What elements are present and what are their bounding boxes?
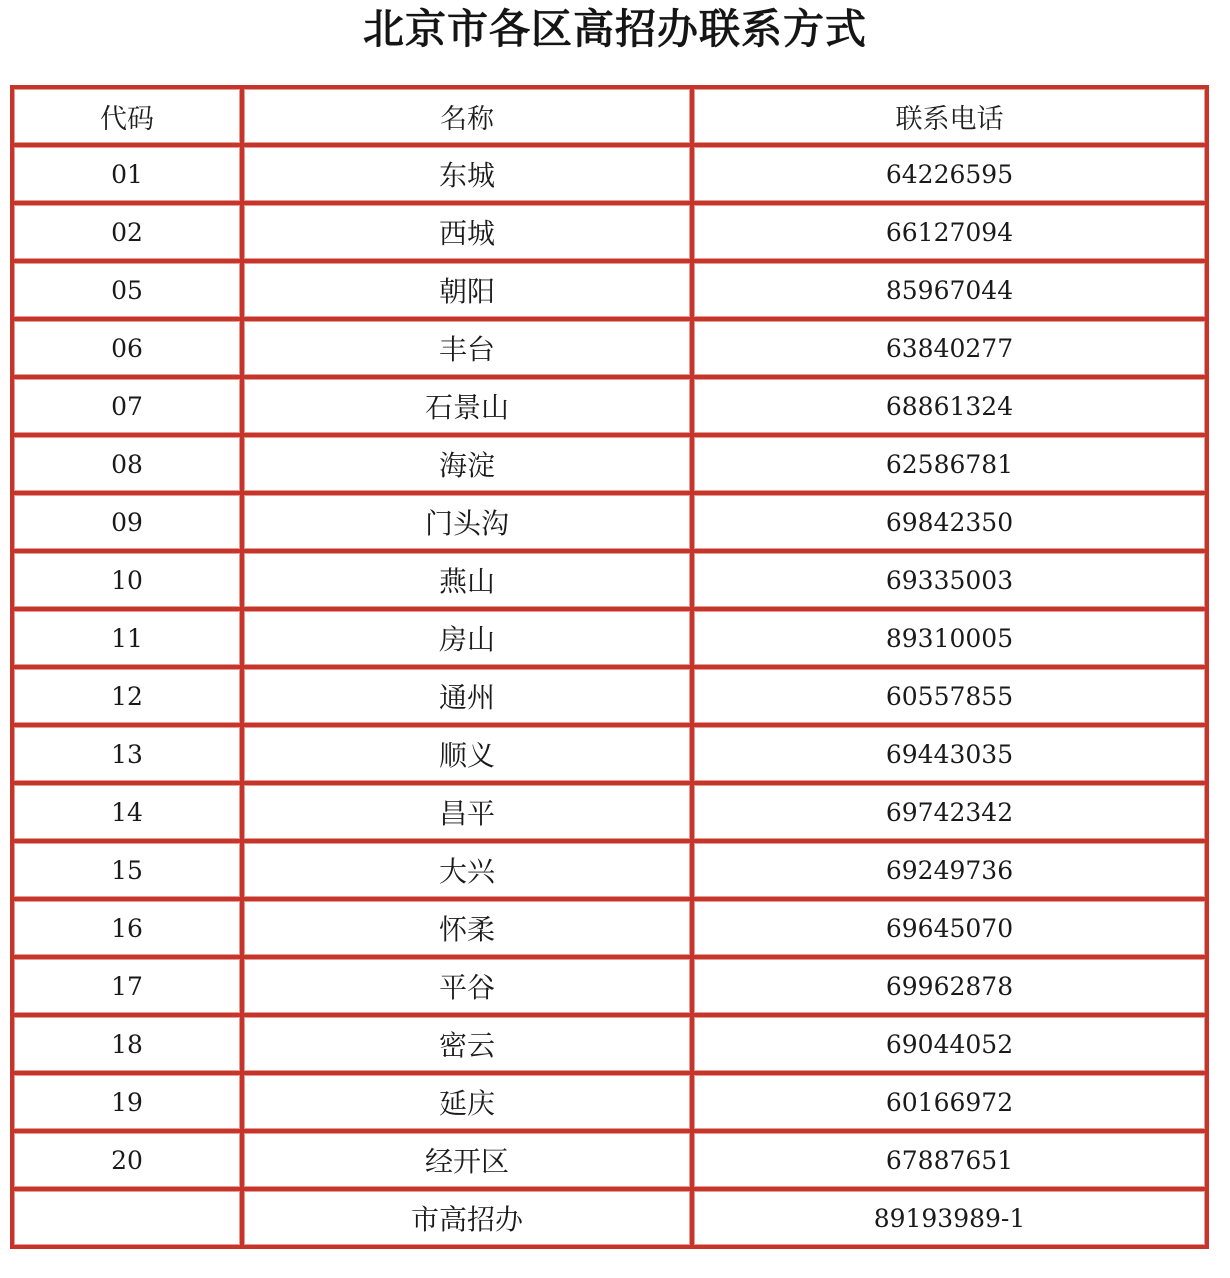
district-code-cell: 05	[12, 261, 242, 319]
district-name-cell: 密云	[242, 1015, 692, 1073]
district-code-cell: 18	[12, 1015, 242, 1073]
phone-number-cell: 89193989-1	[692, 1189, 1207, 1247]
district-name-cell: 丰台	[242, 319, 692, 377]
district-code-cell: 01	[12, 145, 242, 203]
district-name-cell: 燕山	[242, 551, 692, 609]
table-row	[12, 319, 1207, 377]
district-name-cell: 门头沟	[242, 493, 692, 551]
table-row	[12, 145, 1207, 203]
phone-number-cell: 85967044	[692, 261, 1207, 319]
table-row	[12, 435, 1207, 493]
table-row	[12, 841, 1207, 899]
district-name-cell: 怀柔	[242, 899, 692, 957]
phone-number-cell: 60557855	[692, 667, 1207, 725]
district-name-cell: 平谷	[242, 957, 692, 1015]
district-name-cell: 经开区	[242, 1131, 692, 1189]
phone-number-cell: 67887651	[692, 1131, 1207, 1189]
district-code-cell: 15	[12, 841, 242, 899]
district-name-cell: 市高招办	[242, 1189, 692, 1247]
district-name-cell: 海淀	[242, 435, 692, 493]
table-body	[12, 145, 1207, 1247]
district-code-cell: 20	[12, 1131, 242, 1189]
district-code-cell: 06	[12, 319, 242, 377]
table-row	[12, 899, 1207, 957]
page-title: 北京市各区高招办联系方式	[363, 5, 867, 53]
district-name-cell: 石景山	[242, 377, 692, 435]
district-code-cell: 08	[12, 435, 242, 493]
district-name-cell: 房山	[242, 609, 692, 667]
table-row	[12, 1015, 1207, 1073]
district-code-cell: 11	[12, 609, 242, 667]
table-header-row	[12, 87, 1207, 145]
district-name-cell: 朝阳	[242, 261, 692, 319]
phone-number-cell: 60166972	[692, 1073, 1207, 1131]
district-code-cell: 02	[12, 203, 242, 261]
table-row	[12, 1073, 1207, 1131]
district-code-cell: 14	[12, 783, 242, 841]
district-name-cell: 延庆	[242, 1073, 692, 1131]
phone-number-cell: 64226595	[692, 145, 1207, 203]
district-code-cell: 19	[12, 1073, 242, 1131]
table-row	[12, 377, 1207, 435]
table-row	[12, 1189, 1207, 1247]
phone-number-cell: 69645070	[692, 899, 1207, 957]
table-row	[12, 203, 1207, 261]
table-row	[12, 609, 1207, 667]
contact-table	[10, 85, 1209, 1249]
district-name-cell: 昌平	[242, 783, 692, 841]
district-name-cell: 大兴	[242, 841, 692, 899]
district-code-cell: 16	[12, 899, 242, 957]
header-phone: 联系电话	[692, 87, 1207, 145]
table-row	[12, 1131, 1207, 1189]
table-row	[12, 667, 1207, 725]
phone-number-cell: 69962878	[692, 957, 1207, 1015]
phone-number-cell: 66127094	[692, 203, 1207, 261]
phone-number-cell: 69842350	[692, 493, 1207, 551]
district-code-cell: 13	[12, 725, 242, 783]
table-row	[12, 783, 1207, 841]
district-code-cell: 07	[12, 377, 242, 435]
district-code-cell: 12	[12, 667, 242, 725]
district-name-cell: 通州	[242, 667, 692, 725]
district-code-cell: 09	[12, 493, 242, 551]
phone-number-cell: 68861324	[692, 377, 1207, 435]
district-name-cell: 东城	[242, 145, 692, 203]
header-code: 代码	[12, 87, 242, 145]
district-code-cell: 17	[12, 957, 242, 1015]
district-name-cell: 顺义	[242, 725, 692, 783]
table-row	[12, 957, 1207, 1015]
phone-number-cell: 69742342	[692, 783, 1207, 841]
header-name: 名称	[242, 87, 692, 145]
table-row	[12, 551, 1207, 609]
district-code-cell	[12, 1189, 242, 1247]
phone-number-cell: 69443035	[692, 725, 1207, 783]
district-code-cell: 10	[12, 551, 242, 609]
phone-number-cell: 69044052	[692, 1015, 1207, 1073]
phone-number-cell: 69249736	[692, 841, 1207, 899]
table-row	[12, 725, 1207, 783]
table-row	[12, 493, 1207, 551]
phone-number-cell: 69335003	[692, 551, 1207, 609]
table-row	[12, 261, 1207, 319]
phone-number-cell: 89310005	[692, 609, 1207, 667]
phone-number-cell: 62586781	[692, 435, 1207, 493]
district-name-cell: 西城	[242, 203, 692, 261]
phone-number-cell: 63840277	[692, 319, 1207, 377]
